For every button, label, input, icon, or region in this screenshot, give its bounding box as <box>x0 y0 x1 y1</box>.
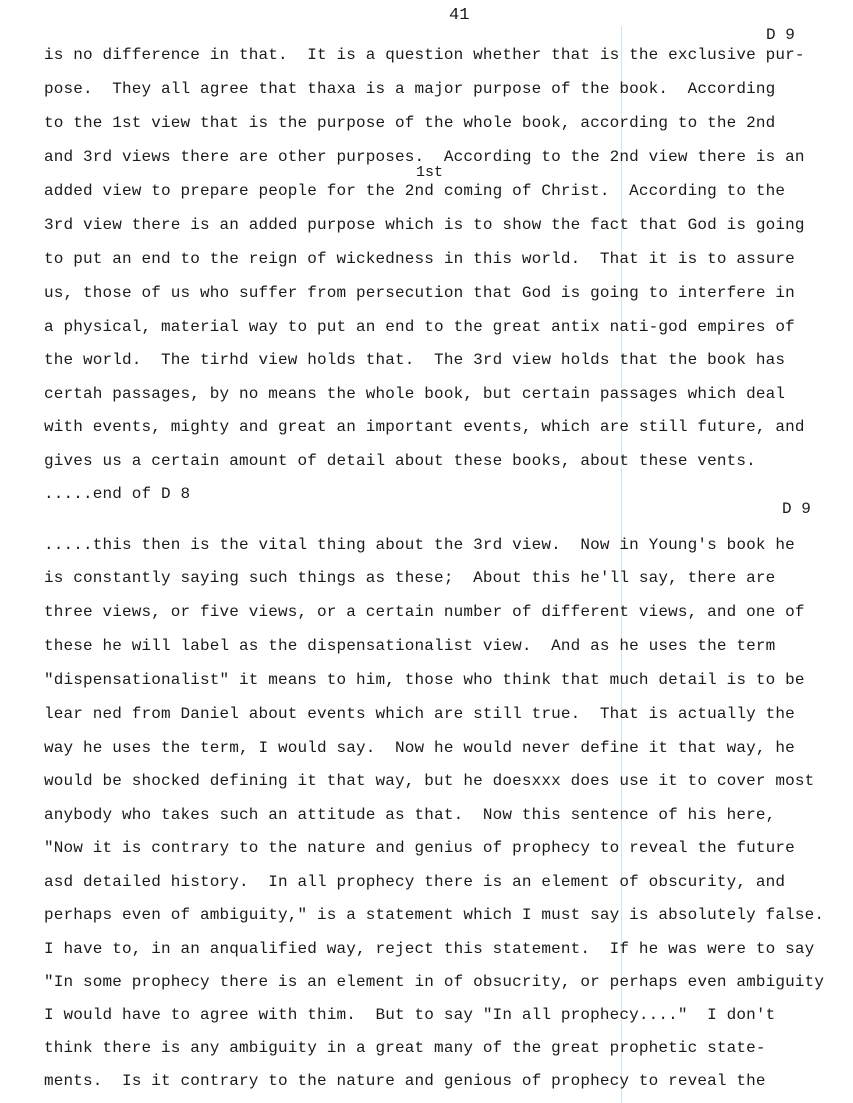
text-line: the world. The tirhd view holds that. The 3rd view holds that the book has <box>44 351 786 369</box>
text-line: "dispensationalist" it means to him, those who think that much detail is to be <box>44 671 805 689</box>
section-code-mid: D 9 <box>782 500 811 518</box>
text-line: us, those of us who suffer from persecution that God is going to interfere in <box>44 284 795 302</box>
text-line: "Now it is contrary to the nature and genius of prophecy to reveal the future <box>44 839 795 857</box>
text-line: pose. They all agree that thaxa is a major purpose of the book. According <box>44 80 776 98</box>
page-number: 41 <box>449 6 470 25</box>
text-line: gives us a certain amount of detail about these books, about these vents. <box>44 452 756 470</box>
section-code-top: D 9 <box>766 26 795 44</box>
text-line: three views, or five views, or a certain number of different views, and one of <box>44 603 805 621</box>
text-line: certah passages, by no means the whole book, but certain passages which deal <box>44 385 786 403</box>
text-line: way he uses the term, I would say. Now he would never define it that way, he <box>44 739 795 757</box>
text-line: would be shocked defining it that way, but he doesxxx does use it to cover most <box>44 772 815 790</box>
text-line: a physical, material way to put an end to the great antix nati-god empires of <box>44 318 795 336</box>
text-line: I have to, in an anqualified way, reject this statement. If he was were to say <box>44 940 815 958</box>
text-line: 3rd view there is an added purpose which is to show the fact that God is going <box>44 216 805 234</box>
text-line: and 3rd views there are other purposes. According to the 2nd view there is an <box>44 148 805 166</box>
text-line: "In some prophecy there is an element in of obsucrity, or perhaps even ambiguity <box>44 973 825 991</box>
text-line: ments. Is it contrary to the nature and genious of prophecy to reveal the <box>44 1072 766 1090</box>
superscript-correction: 1st <box>416 164 444 181</box>
text-line: I would have to agree with thim. But to say "In all prophecy...." I don't <box>44 1006 776 1024</box>
text-line: is no difference in that. It is a question whether that is the exclusive pur- <box>44 46 805 64</box>
text-line: added view to prepare people for the 2nd coming of Christ. According to the <box>44 182 786 200</box>
text-line: perhaps even of ambiguity," is a statement which I must say is absolutely false. <box>44 906 825 924</box>
text-line: to put an end to the reign of wickedness in this world. That it is to assure <box>44 250 795 268</box>
text-line: .....this then is the vital thing about the 3rd view. Now in Young's book he <box>44 536 795 554</box>
text-line: these he will label as the dispensationalist view. And as he uses the term <box>44 637 776 655</box>
text-line: lear ned from Daniel about events which are still true. That is actually the <box>44 705 795 723</box>
text-line: anybody who takes such an attitude as that. Now this sentence of his here, <box>44 806 776 824</box>
text-line: with events, mighty and great an important events, which are still future, and <box>44 418 805 436</box>
text-line: asd detailed history. In all prophecy there is an element of obscurity, and <box>44 873 786 891</box>
end-marker: .....end of D 8 <box>44 485 191 503</box>
text-line: is constantly saying such things as these; About this he'll say, there are <box>44 569 776 587</box>
text-line: to the 1st view that is the purpose of the whole book, according to the 2nd <box>44 114 776 132</box>
text-line: think there is any ambiguity in a great many of the great prophetic state- <box>44 1039 766 1057</box>
